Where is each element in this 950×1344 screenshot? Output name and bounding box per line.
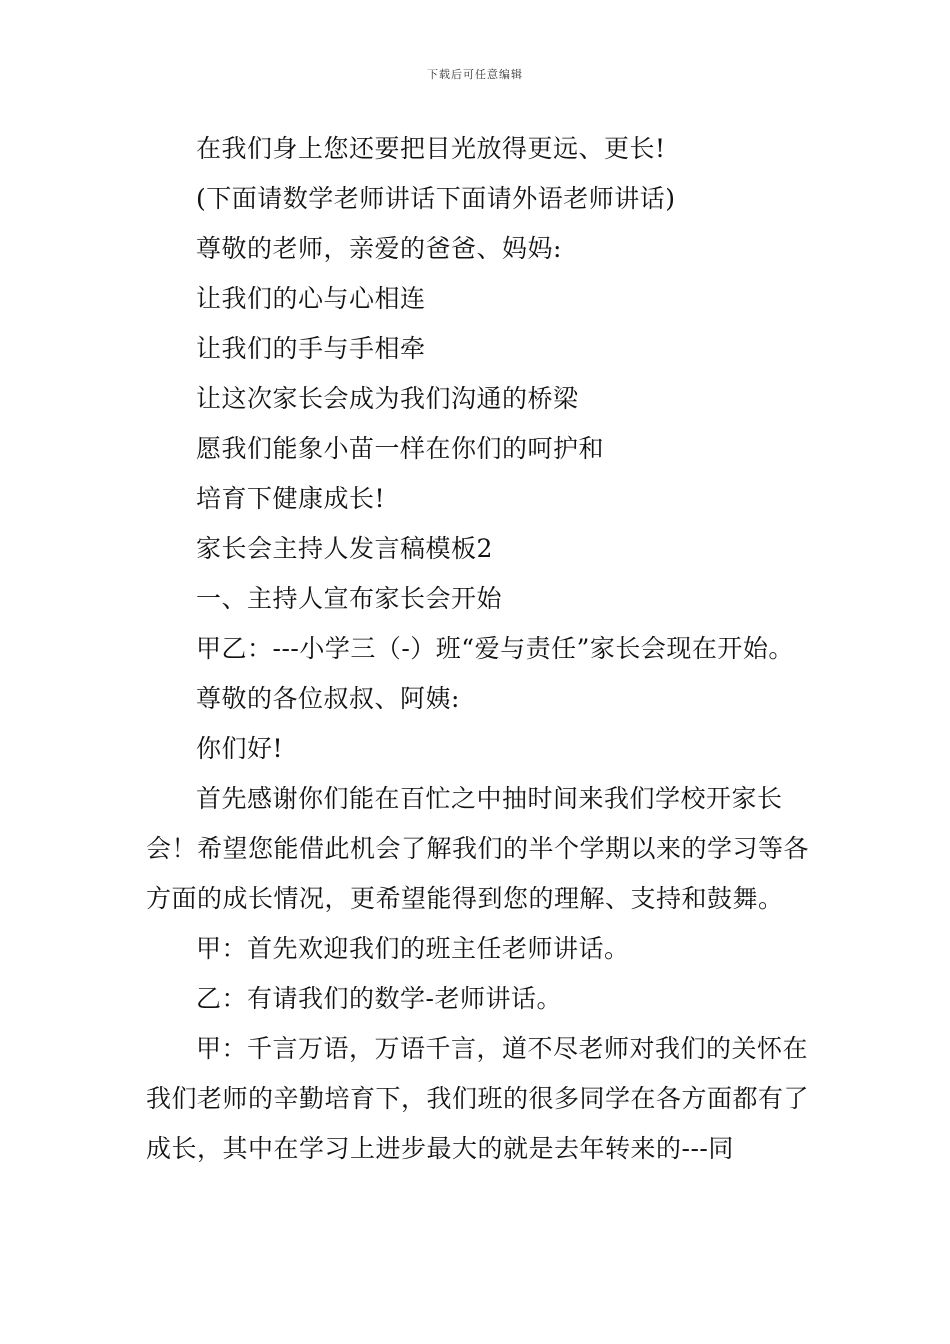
page-header-note: 下载后可任意编辑 [427, 68, 523, 81]
paragraph: 尊敬的老师，亲爱的爸爸、妈妈: [196, 234, 562, 263]
paragraph: 在我们身上您还要把目光放得更远、更长! [196, 134, 666, 163]
paragraph: 甲：首先欢迎我们的班主任老师讲话。 [196, 934, 630, 963]
paragraph: 甲乙：---小学三（-）班“爱与责任”家长会现在开始。 [196, 634, 794, 663]
paragraph: 让这次家长会成为我们沟通的桥梁 [196, 384, 579, 413]
paragraph: 尊敬的各位叔叔、阿姨: [196, 684, 460, 713]
paragraph: 乙：有请我们的数学-老师讲话。 [196, 984, 562, 1013]
paragraph: 首先感谢你们能在百忙之中抽时间来我们学校开家长会！希望您能借此机会了解我们的半个学期以来的学习等各方面的成长情况，更希望能得到您的理解、支持和鼓舞。 [146, 784, 810, 913]
paragraph: 让我们的心与心相连 [196, 284, 426, 313]
paragraph: 让我们的手与手相牵 [196, 334, 426, 363]
section-heading: 家长会主持人发言稿模板2 [196, 534, 493, 563]
paragraph: 你们好! [196, 734, 284, 763]
paragraph: (下面请数学老师讲话下面请外语老师讲话) [196, 184, 676, 213]
paragraph: 甲：千言万语，万语千言，道不尽老师对我们的关怀在我们老师的辛勤培育下，我们班的很多同学在各方面都有了成长，其中在学习上进步最大的就是去年转来的---同 [146, 1034, 810, 1163]
paragraph: 培育下健康成长! [196, 484, 386, 513]
paragraph: 愿我们能象小苗一样在你们的呵护和 [196, 434, 605, 463]
section-subheading: 一、主持人宣布家长会开始 [196, 584, 503, 613]
document-body [146, 124, 810, 1174]
